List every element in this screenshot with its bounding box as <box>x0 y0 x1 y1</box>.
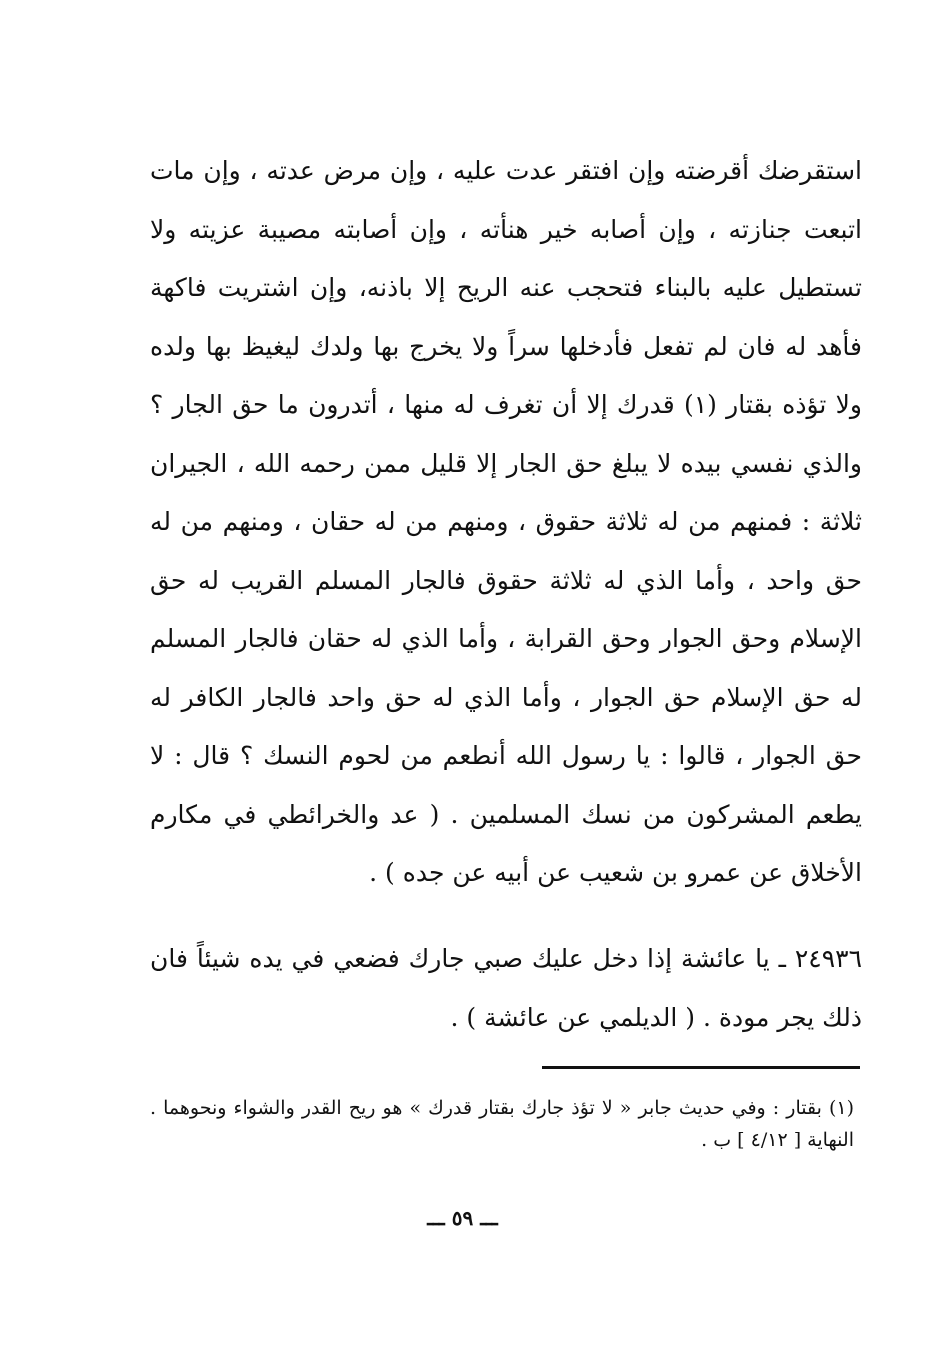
hadith-24936: ٢٤٩٣٦ ـ يا عائشة إذا دخل عليك صبي جارك فضعي في يده شيئاً فان ذلك يجر مودة . ( الديلمي عن عائشة ) . <box>150 944 862 1032</box>
main-paragraph: استقرضك أقرضته وإن افتقر عدت عليه ، وإن مرض عدته ، وإن مات اتبعت جنازته ، وإن أصابه خير هنأته ، وإن أصابته مصيبة عزيته ولا تستطيل عليه بالبناء فتحجب عنه الريح إلا باذنه، وإن اشتريت فاكهة فأهد له فان لم تفعل فأدخلها سراً ولا يخرج بها ولدك ليغيظ بها ولده ولا تؤذه بقتار (١) قدرك إلا أن تغرف له منها ، أتدرون ما حق الجار ؟ والذي نفسي بيده لا يبلغ حق الجار إلا قليل ممن رحمه الله ، الجيران ثلاثة : فمنهم من له ثلاثة حقوق ، ومنهم من له حقان ، ومنهم من له حق واحد ، وأما الذي له ثلاثة حقوق فالجار المسلم القريب له حق الإسلام وحق الجوار وحق القرابة ، وأما الذي له حقان فالجار المسلم له حق الإسلام حق الجوار ، وأما الذي له حق واحد فالجار الكافر له حق الجوار ، قالوا : يا رسول الله أنطعم من لحوم النسك ؟ قال : لا يطعم المشركون من نسك المسلمين . ( عد والخرائطي في مكارم الأخلاق عن عمرو بن شعيب عن أبيه عن جده ) . <box>150 156 862 887</box>
page-number: ـــ ٥٩ ـــ <box>427 1206 498 1230</box>
main-text-block <box>150 142 862 903</box>
footnote-separator <box>542 1066 860 1069</box>
footnote: (١) بقتار : وفي حديث جابر « لا تؤذ جارك بقتار قدرك » هو ريح القدر والشواء ونحوهما . النهاية [ ٤/١٢ ] ب . <box>150 1097 854 1151</box>
